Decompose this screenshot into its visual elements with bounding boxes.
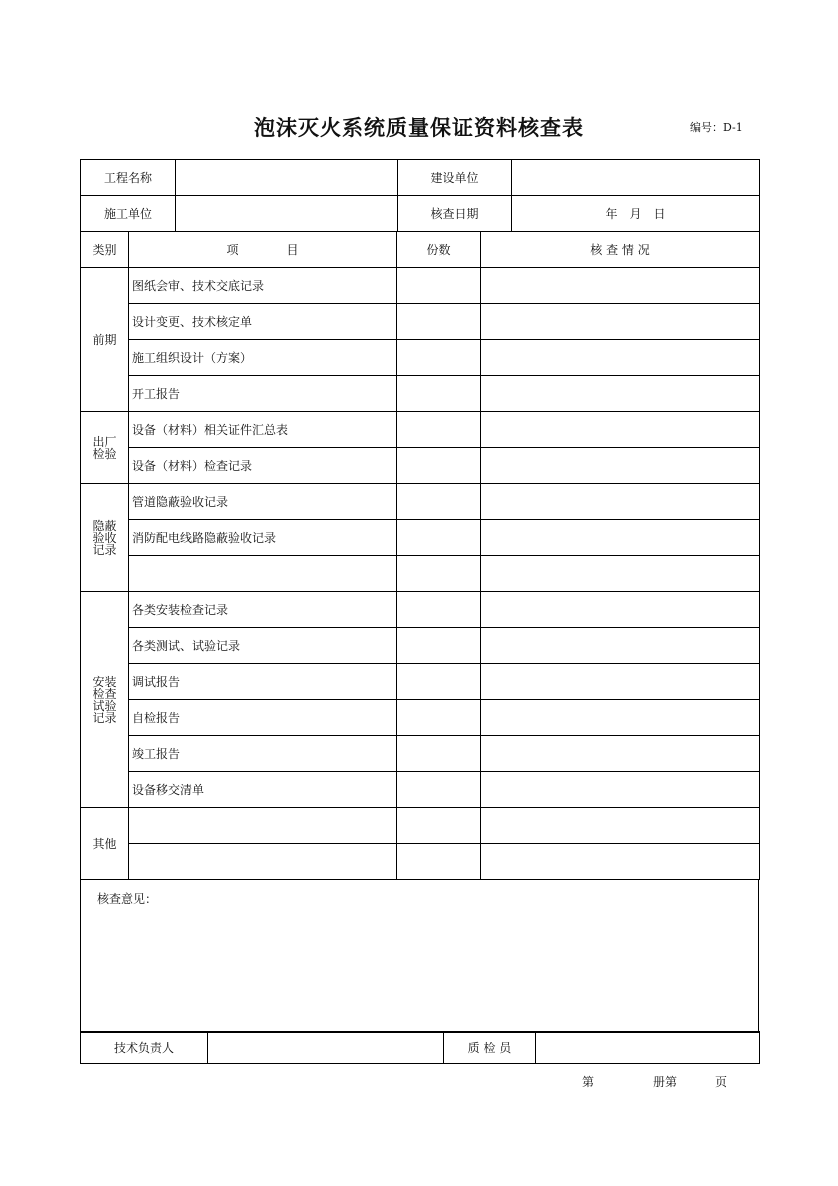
status-field[interactable] bbox=[481, 556, 760, 592]
status-field[interactable] bbox=[481, 376, 760, 412]
status-field[interactable] bbox=[481, 340, 760, 376]
table-row bbox=[81, 376, 760, 412]
category-cell: 安装检查试验记录 bbox=[81, 592, 129, 808]
item-name: 施工组织设计（方案） bbox=[129, 340, 397, 376]
table-row bbox=[81, 304, 760, 340]
status-field[interactable] bbox=[481, 304, 760, 340]
tech-lead-label: 技术负责人 bbox=[81, 1032, 208, 1064]
status-field[interactable] bbox=[481, 412, 760, 448]
item-name bbox=[129, 844, 397, 880]
copies-field[interactable] bbox=[397, 376, 481, 412]
item-name: 消防配电线路隐蔽验收记录 bbox=[129, 520, 397, 556]
item-name: 设计变更、技术核定单 bbox=[129, 304, 397, 340]
copies-field[interactable] bbox=[397, 844, 481, 880]
column-header-copies: 份数 bbox=[397, 232, 481, 268]
status-field[interactable] bbox=[481, 448, 760, 484]
table-row bbox=[81, 412, 760, 448]
column-header-category: 类别 bbox=[81, 232, 129, 268]
builder-field[interactable] bbox=[512, 160, 760, 196]
status-field[interactable] bbox=[481, 592, 760, 628]
status-field[interactable] bbox=[481, 268, 760, 304]
items-table bbox=[80, 231, 760, 880]
remarks-label: 核查意见： bbox=[97, 892, 158, 906]
copies-field[interactable] bbox=[397, 520, 481, 556]
copies-field[interactable] bbox=[397, 628, 481, 664]
copies-field[interactable] bbox=[397, 772, 481, 808]
item-name: 管道隐蔽验收记录 bbox=[129, 484, 397, 520]
table-row bbox=[81, 772, 760, 808]
remarks-table bbox=[80, 879, 759, 1033]
copies-field[interactable] bbox=[397, 592, 481, 628]
inspector-label: 质 检 员 bbox=[444, 1032, 536, 1064]
column-header-item: 项 目 bbox=[129, 232, 397, 268]
table-row bbox=[81, 844, 760, 880]
copies-field[interactable] bbox=[397, 268, 481, 304]
page-title: 泡沫灭火系统质量保证资料核查表 bbox=[254, 116, 584, 140]
project-name-label: 工程名称 bbox=[81, 160, 176, 196]
table-row bbox=[81, 808, 760, 844]
table-row bbox=[81, 484, 760, 520]
category-cell: 隐蔽验收记录 bbox=[81, 484, 129, 592]
check-date-field[interactable]: 年 月 日 bbox=[512, 196, 760, 232]
status-field[interactable] bbox=[481, 808, 760, 844]
status-field[interactable] bbox=[481, 772, 760, 808]
copies-field[interactable] bbox=[397, 736, 481, 772]
footer-volume-prefix: 第 bbox=[582, 1075, 595, 1089]
builder-label: 建设单位 bbox=[398, 160, 512, 196]
item-name: 调试报告 bbox=[129, 664, 397, 700]
table-row bbox=[81, 736, 760, 772]
document-code bbox=[690, 119, 743, 135]
column-header-status: 核 查 情 况 bbox=[481, 232, 760, 268]
table-row bbox=[81, 592, 760, 628]
item-name: 各类安装检查记录 bbox=[129, 592, 397, 628]
copies-field[interactable] bbox=[397, 304, 481, 340]
item-name: 设备（材料）相关证件汇总表 bbox=[129, 412, 397, 448]
item-name: 图纸会审、技术交底记录 bbox=[129, 268, 397, 304]
status-field[interactable] bbox=[481, 484, 760, 520]
item-name bbox=[129, 808, 397, 844]
copies-field[interactable] bbox=[397, 412, 481, 448]
category-cell: 出厂检验 bbox=[81, 412, 129, 484]
remarks-field[interactable] bbox=[81, 880, 759, 1033]
table-row bbox=[81, 520, 760, 556]
item-name: 设备移交清单 bbox=[129, 772, 397, 808]
copies-field[interactable] bbox=[397, 700, 481, 736]
footer-page-suffix: 页 bbox=[715, 1075, 728, 1089]
table-row bbox=[81, 340, 760, 376]
table-row bbox=[81, 556, 760, 592]
category-cell: 其他 bbox=[81, 808, 129, 880]
table-row bbox=[81, 700, 760, 736]
item-name: 设备（材料）检查记录 bbox=[129, 448, 397, 484]
copies-field[interactable] bbox=[397, 448, 481, 484]
inspector-field[interactable] bbox=[536, 1032, 760, 1064]
table-row bbox=[81, 664, 760, 700]
constructor-field[interactable] bbox=[176, 196, 398, 232]
copies-field[interactable] bbox=[397, 664, 481, 700]
item-name: 各类测试、试验记录 bbox=[129, 628, 397, 664]
document-code-value: D-1 bbox=[723, 121, 743, 134]
signature-table bbox=[80, 1031, 760, 1064]
copies-field[interactable] bbox=[397, 808, 481, 844]
copies-field[interactable] bbox=[397, 556, 481, 592]
status-field[interactable] bbox=[481, 520, 760, 556]
document-code-label: 编号： bbox=[690, 121, 723, 134]
status-field[interactable] bbox=[481, 844, 760, 880]
status-field[interactable] bbox=[481, 664, 760, 700]
check-date-label: 核查日期 bbox=[398, 196, 512, 232]
constructor-label: 施工单位 bbox=[81, 196, 176, 232]
project-name-field[interactable] bbox=[176, 160, 398, 196]
item-name: 自检报告 bbox=[129, 700, 397, 736]
footer-volume-suffix: 册第 bbox=[653, 1075, 678, 1089]
status-field[interactable] bbox=[481, 700, 760, 736]
header-table bbox=[80, 159, 760, 232]
status-field[interactable] bbox=[481, 628, 760, 664]
tech-lead-field[interactable] bbox=[208, 1032, 444, 1064]
table-row bbox=[81, 448, 760, 484]
table-row bbox=[81, 628, 760, 664]
status-field[interactable] bbox=[481, 736, 760, 772]
item-name: 开工报告 bbox=[129, 376, 397, 412]
copies-field[interactable] bbox=[397, 340, 481, 376]
table-row bbox=[81, 268, 760, 304]
item-name: 竣工报告 bbox=[129, 736, 397, 772]
item-name bbox=[129, 556, 397, 592]
copies-field[interactable] bbox=[397, 484, 481, 520]
category-cell: 前期 bbox=[81, 268, 129, 412]
